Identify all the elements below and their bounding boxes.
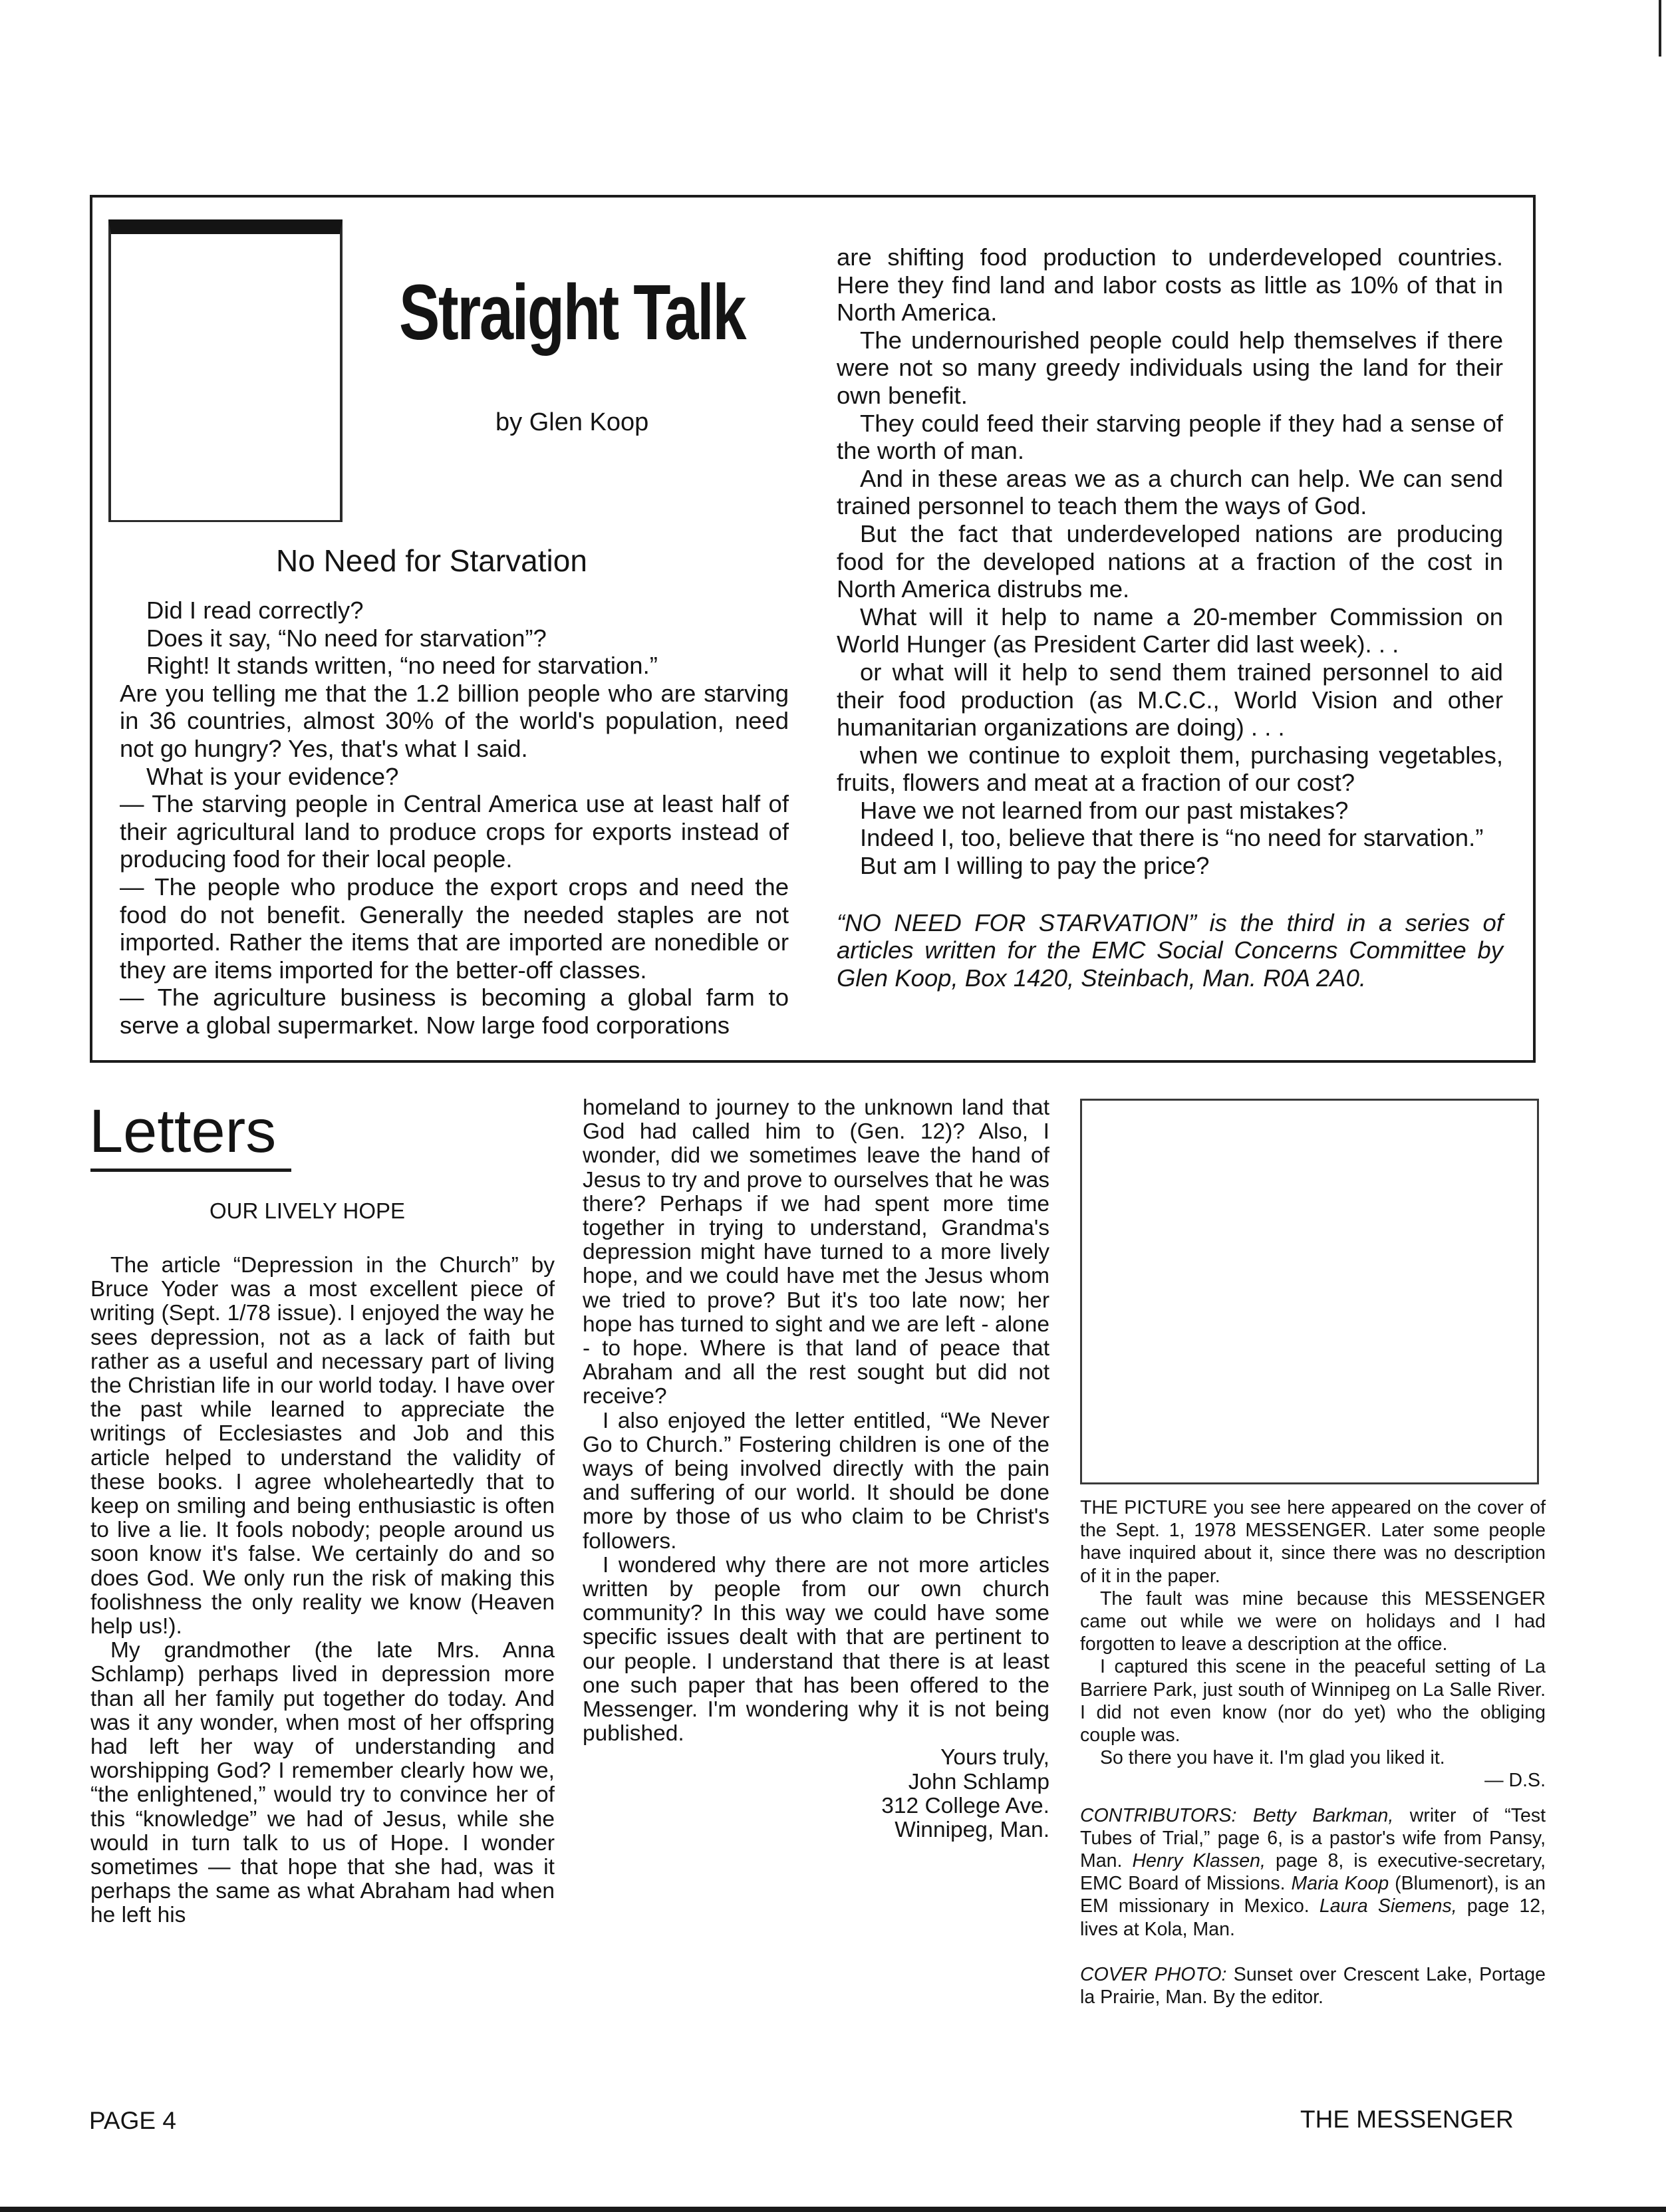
letters-heading: Letters: [89, 1097, 277, 1165]
letter-paragraph: homeland to journey to the unknown land that God had called him to (Gen. 12)? Also, I wonder, did we sometimes leave the hand of Jesus to try and prove to ourselves that he was there? Perhaps if we had spent more time together in trying to understand, Grandma's depression might have turned to a more lively hope, and we could have met the Jesus whom we tried to prove? But it's too late now; her hope has turned to sight and we are left - alone - to hope. Where is that land of peace that Abraham and all the rest sought but did not receive?: [583, 1095, 1056, 1409]
cover-photo-note: [1080, 1963, 1551, 2008]
note-paragraph: THE PICTURE you see here appeared on the cover of the Sept. 1, 1978 MESSENGER. Later some people have inquired about it, since there was no description of it in the paper.: [1080, 1497, 1551, 1587]
column-title: Straight Talk: [399, 269, 746, 356]
letter-title: OUR LIVELY HOPE: [209, 1198, 406, 1223]
contributor-name: Maria Koop: [1291, 1873, 1389, 1895]
letter-paragraph: The article “Depression in the Church” by Bruce Yoder was a most excellent piece of writing (Sept. 1/78 issue). I enjoyed the way he sees depression, not as a lack of faith but rather as a useful and necessary part of living the Christian life in our world today. I have over the past while learned to appreciate the writings of Ecclesiastes and Job and this article helped to understand the validity of these books. I agree wholeheartedly that to keep on smiling and being enthusiastic is often to live a lie. It fools nobody; people around us soon know it's false. We certainly do and so does God. We only run the risk of making this foolishness the only reality we know (Heaven help us!).: [90, 1253, 561, 1639]
article-paragraph: are shifting food production to underdeveloped countries. Here they find land and labor costs as little as 10% of that in North America.: [837, 243, 1510, 327]
contributors-label: CONTRIBUTORS:: [1080, 1804, 1237, 1826]
article-paragraph: Are you telling me that the 1.2 billion people who are starving in 36 countries, almost 30% of the world's population, need not go hungry? Yes, that's what I said.: [120, 679, 796, 762]
contributor-text: writer of “Test Tubes of Trial,” page 6, is a pastor's wife from Pansy, Man.: [1080, 1804, 1551, 1872]
signature-line: John Schlamp: [908, 1769, 1049, 1794]
signature-line: Yours truly,: [940, 1745, 1049, 1770]
signature-line: 312 College Ave.: [881, 1793, 1049, 1818]
letters-heading-rule: [90, 1169, 291, 1172]
contributor-text: (Blumenort), is an EM missionary in Mexico.: [1080, 1873, 1551, 1917]
note-initials: — D.S.: [1484, 1770, 1546, 1792]
article-paragraph: Does it say, “No need for starvation”?: [146, 624, 547, 652]
cover-photo-label: COVER PHOTO:: [1080, 1963, 1227, 1985]
signature-line: Winnipeg, Man.: [895, 1818, 1049, 1843]
note-paragraph: I captured this scene in the peaceful setting of La Barriere Park, just south of Winnipeg on La Salle River. I did not even know (nor do yet) who the obliging couple was.: [1080, 1656, 1551, 1746]
article-paragraph: — The starving people in Central America use at least half of their agricultural land to produce crops for exports instead of producing food for their local people.: [120, 790, 796, 873]
article-right-column: [837, 243, 1510, 992]
article-left-column: [120, 597, 796, 1039]
byline: by Glen Koop: [495, 408, 649, 436]
picture-note: [1080, 1496, 1551, 2008]
letters-column-2: [583, 1095, 1056, 1843]
article-paragraph: But am I willing to pay the price?: [860, 852, 1210, 880]
contributor-text: page 12, lives at Kola, Man.: [1080, 1895, 1551, 1940]
contributors-note: [1080, 1804, 1551, 1941]
contributor-name: Henry Klassen,: [1132, 1850, 1266, 1872]
contributor-name: Laura Siemens,: [1319, 1895, 1457, 1917]
cover-photo-text: Sunset over Crescent Lake, Portage la Prairie, Man. By the editor.: [1080, 1963, 1551, 2008]
article-paragraph: — The agriculture business is becoming a global farm to serve a global supermarket. Now large food corporations: [120, 984, 796, 1039]
scan-edge-right: [1659, 0, 1661, 57]
article-paragraph: when we continue to exploit them, purchasing vegetables, fruits, flowers and meat at a fraction of our cost?: [837, 741, 1510, 797]
letter-signature: [583, 1746, 1049, 1842]
publication-name: THE MESSENGER: [1300, 2106, 1514, 2133]
letter-paragraph: My grandmother (the late Mrs. Anna Schlamp) perhaps lived in depression more than all her family put together do today. And was it any wonder, when most of her offspring had left her way of understanding and worshipping God? I remember clearly how we, “the enlightened,” would try to convince her of this “knowledge” we had of Jesus, while she would in turn talk to us of Hope. I wonder sometimes — that hope that she had, was it perhaps the same as what Abraham had when he left his: [90, 1638, 561, 1928]
article-paragraph: They could feed their starving people if they had a sense of the worth of man.: [837, 409, 1510, 465]
contributor-name: Betty Barkman,: [1252, 1804, 1394, 1826]
article-paragraph: But the fact that underdeveloped nations are producing food for the developed nations at a fraction of the cost in North America distrubs me.: [837, 519, 1510, 603]
article-footnote: “NO NEED FOR STARVATION” is the third in a series of articles written for the EMC Social Concerns Committee by Glen Koop, Box 1420, Steinbach, Man. R0A 2A0.: [837, 908, 1510, 992]
contributor-text: page 8, is executive-secretary, EMC Board of Missions.: [1080, 1850, 1551, 1895]
author-photo: [108, 219, 343, 522]
picture-frame: [1080, 1099, 1539, 1484]
article-paragraph: Right! It stands written, “no need for starvation.”: [146, 652, 658, 680]
scan-edge-bottom: [0, 2207, 1666, 2212]
article-paragraph: — The people who produce the export crops and need the food do not benefit. Generally the needed staples are not imported. Rather the items that are imported are nonedible or they are items imported for the better-off classes.: [120, 873, 796, 984]
note-paragraph: So there you have it. I'm glad you liked it.: [1100, 1747, 1445, 1769]
letter-paragraph: I also enjoyed the letter entitled, “We Never Go to Church.” Fostering children is one of the ways of being involved directly with the pain and suffering of our world. It should be done more by those of us who claim to be Christ's followers.: [583, 1408, 1056, 1554]
letters-column-1: [90, 1253, 561, 1928]
article-paragraph: And in these areas we as a church can help. We can send trained personnel to teach them the ways of God.: [837, 464, 1510, 520]
page-number: PAGE 4: [89, 2107, 176, 2134]
note-paragraph: The fault was mine because this MESSENGER came out while we were on holidays and I had forgotten to leave a description at the office.: [1080, 1588, 1551, 1655]
letter-paragraph: I wondered why there are not more articles written by people from our own church community? In this way we could have some specific issues dealt with that are pertinent to our people. I understand that there is at least one such paper that has been offered to the Messenger. I'm wondering why it is not being published.: [583, 1552, 1056, 1746]
article-paragraph: Indeed I, too, believe that there is “no need for starvation.”: [860, 824, 1484, 852]
article-paragraph: Did I read correctly?: [146, 597, 364, 624]
article-paragraph: The undernourished people could help themselves if there were not so many greedy individuals using the land for their own benefit.: [837, 326, 1510, 409]
article-subtitle: No Need for Starvation: [276, 543, 587, 578]
article-paragraph: What will it help to name a 20-member Commission on World Hunger (as President Carter did last week). . .: [837, 603, 1510, 658]
article-paragraph: Have we not learned from our past mistakes?: [860, 796, 1349, 824]
article-paragraph: What is your evidence?: [146, 762, 399, 790]
article-paragraph: or what will it help to send them trained personnel to aid their food production (as M.C.C., World Vision and other humanitarian organizations are doing) . . .: [837, 658, 1510, 742]
